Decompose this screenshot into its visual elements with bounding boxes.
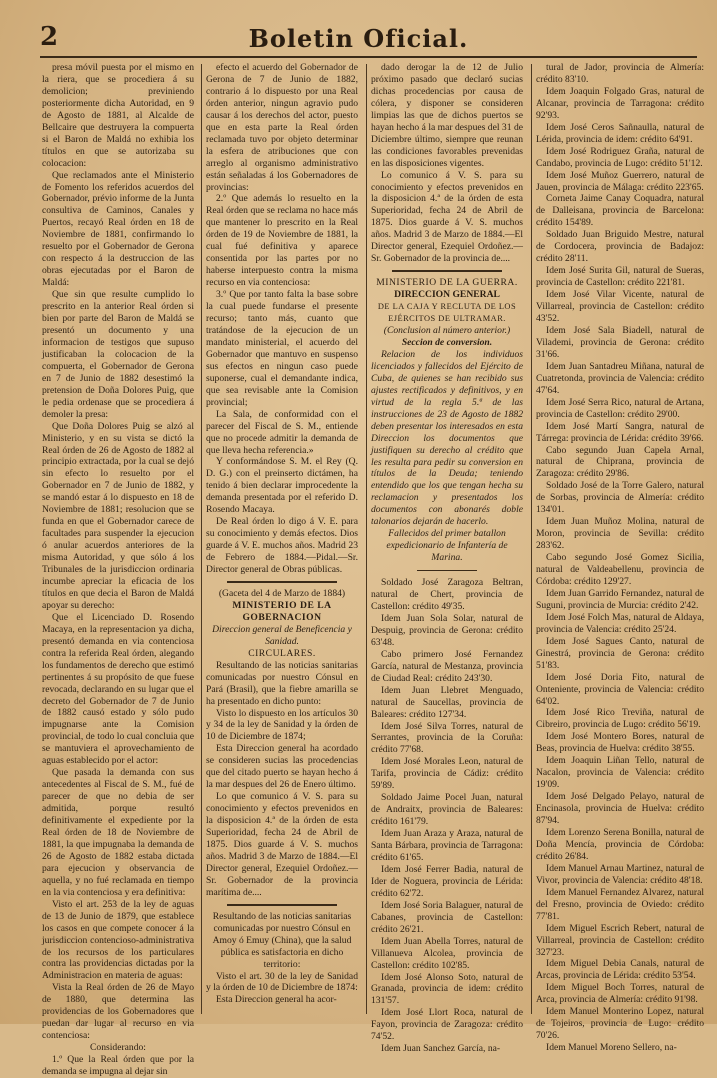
paragraph: Idem José Sala Biadell, natural de Vilademi, provincia de Gerona: crédito 31'66.	[536, 324, 704, 360]
paragraph: Idem José Morales Leon, natural de Tarifa, provincia de Cádiz: crédito 59'89.	[371, 756, 523, 792]
paragraph: Idem José Folch Mas, natural de Aldaya, provincia de Valencia: crédito 25'24.	[536, 611, 704, 635]
section-heading: MINISTERIO DE LA GUERRA.	[376, 277, 518, 289]
paragraph: Idem Juan Santadreu Miñana, natural de Cuatretonda, provincia de Valencia: crédito 47'64.	[536, 360, 704, 396]
publication-title: Boletin Oficial.	[248, 24, 469, 53]
paragraph: Idem Juan Sola Solar, natural de Despuig, provincia de Gerona: crédito 63'48.	[371, 612, 523, 648]
paragraph: Cabo segundo Juan Capela Arnal, natural de Chiprana, provincia de Zaragoza: crédito 29'86.	[536, 444, 704, 480]
paragraph: Cabo primero José Fernandez García, natural de Mestanza, provincia de Ciudad Real: crédito 243'30.	[371, 648, 523, 684]
paragraph: Esta Direccion general ha acordado se consideren sucias las procedencias que del citado puerto se hayan hecho á la mar despues del 26 de Enero último.	[206, 743, 358, 791]
section-heading: Seccion de conversion.	[401, 336, 493, 348]
paragraph: Soldado José de la Torre Galero, natural de Sorbas, provincia de Almería: crédito 134'01.	[536, 480, 704, 516]
paragraph: Soldado Juan Briguido Mestre, natural de Cordocera, provincia de Badajoz: crédito 28'11.	[536, 229, 704, 265]
paragraph: Idem José Muñoz Guerrero, natural de Jauen, provincia de Málaga: crédito 223'65.	[536, 169, 704, 193]
paragraph: Idem Juan Abella Torres, natural de Villanueva Alcolea, provincia de Castellon: crédito 102'85.	[371, 935, 523, 971]
column-4	[536, 62, 704, 1054]
section-heading: (Conclusion al número anterior.)	[383, 325, 511, 337]
paragraph: Idem Manuel Arnau Martinez, natural de Vivor, provincia de Valencia: crédito 48'18.	[536, 862, 704, 886]
section-heading: Considerando:	[90, 1042, 146, 1054]
page-number: 2	[40, 22, 59, 52]
paragraph: Idem José Ceros Sañnaulla, natural de Lérida, provincia de idem: crédito 64'91.	[536, 121, 704, 145]
paragraph: Y conformándose S. M. el Rey (Q. D. G.) con el preinserto dictámen, ha tenido á bien declarar improcedente la demanda presentada por el referido D. Rosendo Macaya.	[206, 456, 358, 516]
paragraph: Idem José Rico Treviña, natural de Cibreiro, provincia de Lugo: crédito 56'19.	[536, 707, 704, 731]
paragraph: Corneta Jaime Canay Coquadra, natural de Dalleisana, provincia de Barcelona: crédito 154'89.	[536, 193, 704, 229]
column-1	[42, 62, 194, 1078]
paragraph: Esta Direccion general ha acor-	[216, 994, 337, 1006]
paragraph: Resultando de las noticias sanitarias comunicadas por nuestro Cónsul en Pará (Brasil), que la fiebre amarilla se ha presentado en dicho punto:	[206, 659, 358, 707]
paragraph: Lo comunico á V. S. para su conocimiento y efectos prevenidos en la disposicion 4.ª de la órden de esta Superioridad, fecha 24 de Abril de 1875. Dios guarde á V. S. muchos años. Madrid 3 de Marzo de 1884.—El Director general, Ezequiel Ordoñez.—Sr. Gobernador de la provincia de....	[371, 169, 523, 265]
column-3	[371, 62, 523, 1055]
section-rule	[392, 270, 502, 272]
paragraph: dado derogar la de 12 de Julio próximo pasado que declaró sucias dichas procedencias por causa de cólera, y disponer se consideren limpias las que de dichos puertos se hayan hecho á la mar despues del 31 de Diciembre último, siempre que reunan las condiciones favorables prevenidas en las disposiciones vigentes.	[371, 62, 523, 169]
paragraph: Idem Juan Araza y Araza, natural de Santa Bárbara, provincia de Tarragona: crédito 61'65.	[371, 828, 523, 863]
section-heading: Direccion general de Beneficencia y Sanidad.	[212, 623, 352, 647]
paragraph: Idem Joaquin Liñan Tello, natural de Nacalon, provincia de Valencia: crédito 19'09.	[536, 755, 704, 791]
paragraph: Idem José Delgado Pelayo, natural de Encinasola, provincia de Huelva: crédito 87'94.	[536, 791, 704, 827]
paragraph: Que el Licenciado D. Rosendo Macaya, en la representacion ya dicha, presentó demanda en via contenciosa contra la referida Real órden, alegando los fundamentos de derecho que estimó pertinentes á su propósito de que fuese revocada, declarando en su lugar que el decreto del Gobernador de 7 de Junio de 1882 causó estado y sólo pudo impugnarse ante la Comision provincial, de todo lo cual concluia que se mantuviera el aprovechamiento de aguas establecido por el actor:	[42, 611, 194, 767]
section-heading: (Gaceta del 4 de Marzo de 1884)	[218, 587, 346, 599]
paragraph: De Real órden lo digo á V. E. para su conocimiento y demás efectos. Dios guarde á V. E. muchos años. Madrid 23 de Febrero de 1884.—Pidal.—Sr. Director general de Obras públicas.	[206, 516, 358, 576]
section-rule	[227, 904, 337, 906]
paragraph: Idem José Doria Fito, natural de Onteniente, provincia de Valencia: crédito 64'02.	[536, 671, 704, 707]
paragraph: Relacion de los individuos licenciados y fallecidos del Ejército de Cuba, de quienes se han recibido sus ajustes rectificados y definitivos, y en virtud de la regla 5.ª de las instrucciones de 23 de Agosto de 1882 deben presentar los interesados en esta Direccion los documentos que justifiquen su derecho al crédito que les resulta para pedir su conversion en títulos de la Deuda; teniendo entendido que los que tengan hecha su reclamacion y presentados los documentos con abonarés doble talonarios dejarán de hacerlo.	[371, 348, 523, 528]
paragraph: Idem José Silva Torres, natural de Serrantes, provincia de la Coruña: crédito 77'68.	[371, 720, 523, 756]
paragraph: La Sala, de conformidad con el parecer del Fiscal de S. M., entiende que no procede admitir la demanda de que lleva hecha referencia.»	[206, 408, 358, 456]
paragraph: Soldado Jaime Pocel Juan, natural de Andraitx, provincia de Baleares: crédito 161'79.	[371, 792, 523, 828]
paragraph: Cabo segundo José Gomez Sicilia, natural de Valdeabellenu, provincia de Córdoba: crédito 129'27.	[536, 552, 704, 587]
paragraph: Idem Lorenzo Serena Bonilla, natural de Doña Mencía, provincia de Córdoba: crédito 26'84.	[536, 827, 704, 862]
paragraph: 3.º Que por tanto falta la base sobre la cual puede fundarse el presente recurso; tanto más, cuanto que tratándose de la ejecucion de un mandato ministerial, el acuerdo del Gobernador que mantuvo en suspenso sus efectos en ningun caso puede suponerse, cual el demandante indica, que sea revisable ante la Comision provincial;	[206, 289, 358, 408]
paragraph: Idem Miguel Escrich Rebert, natural de Villarreal, provincia de Castellon: crédito 327'23.	[536, 922, 704, 958]
paragraph: Que pasada la demanda con sus antecedentes al Fiscal de S. M., fué de parecer de que no debia de ser admitida, porque resultó definitivamente el expediente por la Real órden de 18 de Noviembre de 1881, la que impugnaba la demanda de 26 de Agosto de 1882 estaba dictada para ejecucion y observancia de aquella, y no fué reclamada en tiempo en la via contenciosa y era definitiva:	[42, 767, 194, 898]
paragraph: Idem Juan Llebret Menguado, natural de Saucellas, provincia de Baleares: crédito 127'34.	[371, 684, 523, 720]
paragraph: Que reclamados ante el Ministerio de Fomento los referidos acuerdos del Gobernador, prévio informe de la Junta consultiva de Caminos, Canales y Puertos, recayó Real órden en 18 de Noviembre de 1881, confirmando lo resuelto por el Gobernador de Gerona con respecto á la destruccion de las obras ejecutadas por el Baron de Maldá:	[42, 169, 194, 289]
paragraph: Idem José Surita Gil, natural de Sueras, provincia de Castellon: crédito 221'81.	[536, 265, 704, 289]
paragraph: 2.º Que además lo resuelto en la Real órden que se reclama no hace más que mantener lo prescrito en la Real órden de 19 de Noviembre de 1881, la cual fué definitiva y aparece consentida por las partes por no haberse interpuesto contra la misma recurso en via contenciosa:	[206, 193, 358, 289]
page-header	[0, 18, 717, 54]
section-heading: Resultando de las noticias sanitarias comunicadas por nuestro Cónsul en Amoy ó Emuy (China), que la salud pública es satisfactoria en dicho territorio:	[212, 910, 352, 970]
paragraph: Idem Juan Muñoz Molina, natural de Moron, provincia de Sevilla: crédito 283'62.	[536, 516, 704, 552]
paragraph: Visto el art. 30 de la ley de Sanidad y la órden de 10 de Diciembre de 1874:	[206, 970, 358, 994]
paragraph: Vista la Real órden de 26 de Mayo de 1880, que determina las providencias de los Gobernadores que puedan dar lugar al recurso en via contenciosa:	[42, 982, 194, 1042]
paragraph: Idem Manuel Fernandez Alvarez, natural del Fresno, provincia de Oviedo: crédito 77'81.	[536, 886, 704, 922]
paragraph: Visto lo dispuesto en los artículos 30 y 34 de la ley de Sanidad y la órden de 10 de Diciembre de 1874;	[206, 707, 358, 743]
paragraph: Idem José Serra Rico, natural de Artana, provincia de Castellon: crédito 29'00.	[536, 396, 704, 420]
paragraph: Idem Juan Sanchez García, na-	[381, 1043, 501, 1055]
paragraph: Idem José Sagues Canto, natural de Ginestrá, provincia de Gerona: crédito 51'83.	[536, 635, 704, 671]
paragraph: Idem José Montero Bores, natural de Beas, provincia de Huelva: crédito 38'55.	[536, 731, 704, 755]
paragraph: Que Doña Dolores Puig se alzó al Ministerio, y en su vista se dictó la Real órden de 26 de Agosto de 1882 al principio extractada, por la cual se dejó sin efecto lo resuelto por el Gobernador en 7 de Junio de 1882, y se mandó estar á lo dispuesto en 18 de Noviembre de 1881; resolucion que se funda en que el Gobernador carece de facultades para suspender la ejecucion ó anular acuerdos anteriores de la misma Autoridad, y que sólo á los Tribunales de la jurisdiccion ordinaria incumbe apreciar la eficacia de los títulos en que decia el Baron de Maldá apoyar su derecho:	[42, 420, 194, 611]
paragraph: presa móvil puesta por el mismo en la riera, que se procediera á su demolicion; previniendo posteriormente dicha Autoridad, en 9 de Agosto de 1881, al Alcalde de Bellcaire que destruyera la compuerta si el Baron de Maldá no exhibia los títulos en que se autorizaba su colocacion:	[42, 62, 194, 169]
section-heading: CIRCULARES.	[248, 647, 316, 659]
paragraph: Idem José Soria Balaguer, natural de Cabanes, provincia de Castellon: crédito 26'21.	[371, 899, 523, 935]
column-2	[206, 62, 358, 1017]
paragraph: efecto el acuerdo del Gobernador de Gerona de 7 de Junio de 1882, contrario á lo dispuesto por una Real órden anterior, ningun agravio pudo causar á los derechos del actor, puesto que en esta parte la Real órden reclamada tuvo por objeto determinar la esfera de atribuciones que con arreglo al organismo administrativo están señaladas á los Gobernadores de provincias:	[206, 62, 358, 193]
section-heading: MINISTERIO DE LA GOBERNACION	[232, 599, 332, 623]
paragraph: Idem José Rodriguez Graña, natural de Candabo, provincia de Lugo: crédito 51'12.	[536, 145, 704, 169]
paragraph: Idem José Alonso Soto, natural de Granada, provincia de idem: crédito 131'57.	[371, 971, 523, 1007]
paragraph: Idem Juan Garrido Fernandez, natural de Suguni, provincia de Murcia: crédito 2'42.	[536, 587, 704, 611]
paragraph: Idem José Ferrer Badia, natural de Ider de Noguera, provincia de Lérida: crédito 62'72.	[371, 863, 523, 899]
section-rule	[417, 570, 477, 571]
paragraph: Idem Manuel Moreno Sellero, na-	[546, 1042, 677, 1054]
paragraph: Idem José Llort Roca, natural de Fayon, provincia de Zaragoza: crédito 74'52.	[371, 1007, 523, 1043]
paragraph: 1.º Que la Real órden que por la demanda se impugna al dejar sin	[42, 1054, 194, 1078]
paragraph: Idem José Martí Sangra, natural de Tárrega: provincia de Lérida: crédito 39'66.	[536, 420, 704, 444]
section-heading: DE LA CAJA Y RECLUTA DE LOS EJÉRCITOS DE ULTRAMAR.	[377, 302, 517, 324]
section-heading: DIRECCION GENERAL	[394, 289, 500, 301]
paragraph: Lo que comunico á V. S. para su conocimiento y efectos prevenidos en la disposicion 4.ª de la órden de esta Superioridad, fecha 24 de Abril de 1875. Dios guarde á V. S. muchos años. Madrid 3 de Marzo de 1884.—El Director general, Ezequiel Ordoñez.—Sr. Gobernador de la provincia marítima de....	[206, 791, 358, 898]
paragraph: Visto el art. 253 de la ley de aguas de 13 de Junio de 1879, que establece los casos en que compete conocer á la jurisdiccion contencioso-administrativa de los recursos de los particulares contra las providencias dictadas por la Administracion en materia de aguas:	[42, 898, 194, 982]
paragraph: tural de Jador, provincia de Almería: crédito 83'10.	[536, 62, 704, 85]
section-heading: Fallecidos del primer batallon expedicionario de Infantería de Marina.	[386, 528, 508, 564]
header-rule	[40, 56, 697, 58]
text-columns	[42, 62, 707, 1078]
paragraph: Idem Miguel Debia Canals, natural de Arcas, provincia de Lérida: crédito 53'54.	[536, 958, 704, 982]
paragraph: Que sin que resulte cumplido lo prescrito en la anterior Real órden si bien por parte del Baron de Maldá se presentó un documento y una informacion de testigos que supuso justificaban la colocacion de la compuerta, el Gobernador de Gerona en 7 de Junio de 1882 desestimó la pretension de Doña Dolores Puig, que le pedia ordenase que se procediera á demoler la presa:	[42, 289, 194, 420]
paragraph: Idem José Vilar Vicente, natural de Villarreal, provincia de Castellon: crédito 43'52.	[536, 289, 704, 325]
paragraph: Idem Joaquin Folgado Gras, natural de Alcanar, provincia de Tarragona: crédito 92'93.	[536, 85, 704, 121]
paragraph: Idem Miguel Boch Torres, natural de Arca, provincia de Almería: crédito 91'98.	[536, 982, 704, 1006]
section-rule	[227, 581, 337, 583]
paragraph: Soldado José Zaragoza Beltran, natural de Chert, provincia de Castellon: crédito 49'35.	[371, 577, 523, 612]
paragraph: Idem Manuel Monterino Lopez, natural de Tojeiros, provincia de Lugo: crédito 70'26.	[536, 1006, 704, 1042]
